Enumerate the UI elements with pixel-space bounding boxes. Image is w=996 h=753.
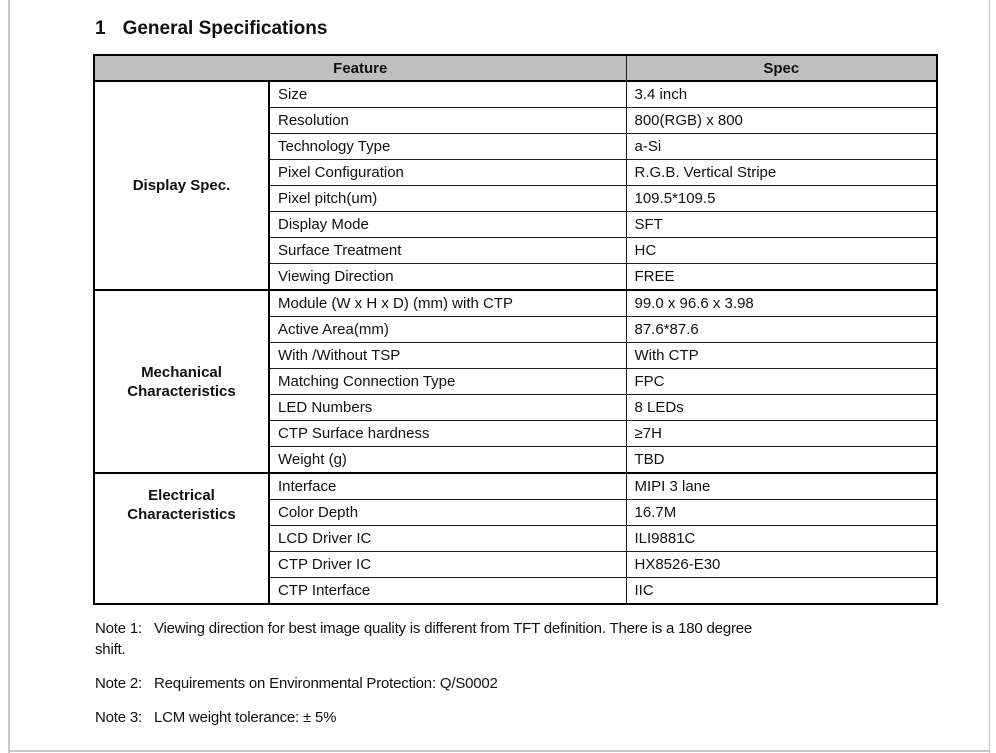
group-electrical-characteristics — [94, 473, 937, 604]
note-3 — [95, 707, 895, 728]
column-header-spec: Spec — [626, 55, 937, 81]
note-1 — [95, 618, 895, 660]
spec-cell: IIC — [626, 578, 937, 605]
table-row — [94, 81, 937, 108]
feature-cell: Resolution — [269, 108, 626, 134]
group-mechanical-characteristics — [94, 290, 937, 473]
table-row — [94, 290, 937, 317]
spec-cell: R.G.B. Vertical Stripe — [626, 160, 937, 186]
note-3-text: LCM weight tolerance: ± 5% — [153, 709, 337, 726]
feature-cell: With /Without TSP — [269, 343, 626, 369]
note-2-text: Requirements on Environmental Protection: Q/S0002 — [153, 675, 498, 692]
spec-cell: 109.5*109.5 — [626, 186, 937, 212]
feature-cell: Module (W x H x D) (mm) with CTP — [269, 290, 626, 317]
spec-cell: FREE — [626, 264, 937, 291]
spec-cell: 87.6*87.6 — [626, 317, 937, 343]
feature-cell: Surface Treatment — [269, 238, 626, 264]
feature-cell: Active Area(mm) — [269, 317, 626, 343]
notes-section — [95, 618, 996, 728]
page-edge-left — [8, 0, 10, 753]
page-edge-right — [989, 0, 990, 753]
feature-cell: LED Numbers — [269, 395, 626, 421]
feature-cell: CTP Surface hardness — [269, 421, 626, 447]
page-edge-bottom — [8, 750, 990, 752]
note-1-text: Viewing direction for best image quality is different from TFT definition. There is a 180 degree — [153, 620, 753, 637]
spec-cell: 8 LEDs — [626, 395, 937, 421]
feature-cell: Weight (g) — [269, 447, 626, 474]
feature-cell: Display Mode — [269, 212, 626, 238]
general-specifications-table — [93, 54, 938, 605]
feature-cell: Color Depth — [269, 500, 626, 526]
group-display-spec — [94, 81, 937, 290]
feature-cell: Technology Type — [269, 134, 626, 160]
feature-cell: Pixel Configuration — [269, 160, 626, 186]
feature-cell: Interface — [269, 473, 626, 500]
note-3-label: Note 3: — [95, 709, 142, 726]
spec-cell: 99.0 x 96.6 x 3.98 — [626, 290, 937, 317]
feature-cell: CTP Interface — [269, 578, 626, 605]
feature-cell: Size — [269, 81, 626, 108]
category-cell-electrical: Electrical Characteristics — [94, 473, 269, 604]
spec-cell: 3.4 inch — [626, 81, 937, 108]
spec-cell: a-Si — [626, 134, 937, 160]
spec-cell: HC — [626, 238, 937, 264]
column-header-feature: Feature — [94, 55, 626, 81]
spec-cell: With CTP — [626, 343, 937, 369]
spec-cell: FPC — [626, 369, 937, 395]
section-heading — [95, 17, 996, 40]
feature-cell: CTP Driver IC — [269, 552, 626, 578]
category-cell-mechanical: Mechanical Characteristics — [94, 290, 269, 473]
table-header-row — [94, 55, 937, 81]
spec-cell: MIPI 3 lane — [626, 473, 937, 500]
spec-cell: ILI9881C — [626, 526, 937, 552]
table-row — [94, 473, 937, 500]
section-number: 1 — [95, 18, 106, 39]
spec-cell: 16.7M — [626, 500, 937, 526]
section-title: General Specifications — [122, 18, 328, 39]
spec-cell: TBD — [626, 447, 937, 474]
note-2-label: Note 2: — [95, 675, 142, 692]
feature-cell: Matching Connection Type — [269, 369, 626, 395]
feature-cell: LCD Driver IC — [269, 526, 626, 552]
spec-cell: HX8526-E30 — [626, 552, 937, 578]
note-1-text-continued: shift. — [95, 641, 126, 658]
feature-cell: Viewing Direction — [269, 264, 626, 291]
note-2 — [95, 673, 895, 694]
category-cell-display-spec: Display Spec. — [94, 81, 269, 290]
note-1-label: Note 1: — [95, 620, 142, 637]
feature-cell: Pixel pitch(um) — [269, 186, 626, 212]
spec-cell: 800(RGB) x 800 — [626, 108, 937, 134]
spec-cell: ≥7H — [626, 421, 937, 447]
spec-cell: SFT — [626, 212, 937, 238]
